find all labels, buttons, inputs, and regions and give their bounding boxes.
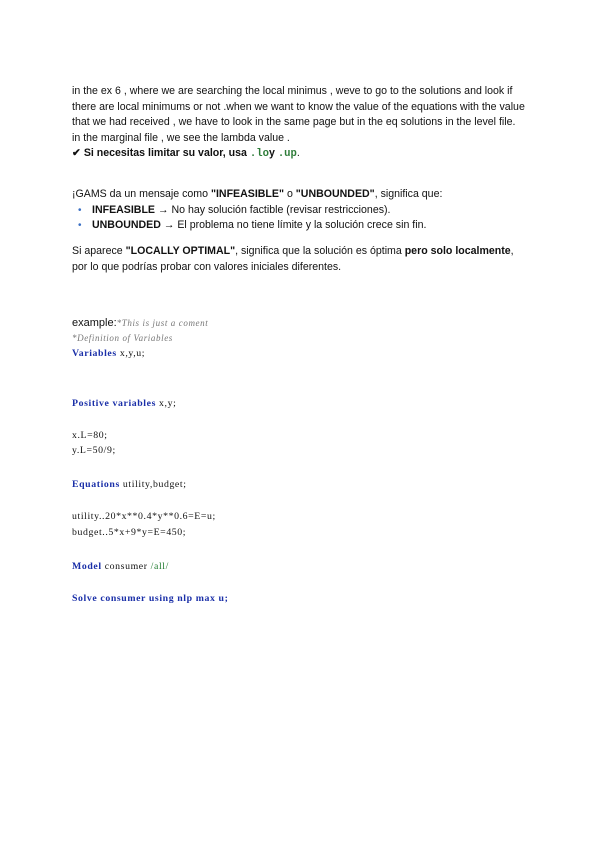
example-label: example: — [72, 317, 117, 329]
note-paragraph-2: in the marginal file , we see the lambda value . — [72, 131, 290, 144]
code-keyword: Equations — [72, 479, 120, 490]
code-keyword: Model — [72, 561, 102, 572]
code-text: x.L=80; — [72, 430, 108, 441]
code-line — [72, 443, 116, 458]
notes-block — [72, 84, 530, 163]
locally-mid: , significa que la solución es óptima — [235, 245, 405, 257]
code-text: y.L=50/9; — [72, 445, 116, 456]
note-paragraph-1: in the ex 6 , where we are searching the local minimus , weve to go to the solutions and look if there are local minimums or not .when we want to know the value of the equations with the value that we had received , we have to look in the same page but in the eq solutions in the level file. — [72, 85, 525, 128]
code-text: utility,budget; — [119, 479, 187, 490]
code-text: utility..20*x**0.4*y**0.6=E=u; — [72, 511, 216, 522]
code-line — [72, 509, 216, 524]
status-description: → El problema no tiene límite y la solución crece sin fin. — [160, 219, 427, 231]
gams-status-list — [72, 203, 530, 234]
list-item — [72, 203, 530, 219]
tip-lo-code: .lo — [249, 148, 269, 160]
status-term: INFEASIBLE — [92, 203, 155, 216]
gams-intro-start: ¡GAMS da un mensaje como — [72, 188, 211, 200]
code-keyword: Solve — [72, 593, 98, 604]
code-line — [72, 346, 145, 361]
locally-optimal-block — [72, 244, 530, 275]
code-line — [72, 591, 228, 606]
code-text: /all/ — [150, 561, 169, 572]
gams-message-block — [72, 187, 530, 234]
code-comment: *This is just a coment — [116, 318, 209, 328]
code-line — [72, 331, 173, 346]
locally-end: , por lo que podrías probar con valores iniciales diferentes. — [72, 245, 514, 273]
code-line — [72, 559, 169, 574]
code-text: consumer — [101, 561, 151, 572]
gams-unbounded-term: "UNBOUNDED" — [295, 188, 375, 200]
code-text: budget..5*x+9*y=E=450; — [72, 527, 187, 538]
code-keyword: Positive variables — [72, 398, 156, 409]
code-line — [72, 525, 186, 540]
code-line — [72, 477, 187, 492]
list-item — [72, 218, 530, 234]
code-example-line-1 — [72, 316, 208, 331]
status-description: → No hay solución factible (revisar restricciones). — [154, 203, 391, 216]
code-line — [72, 396, 176, 411]
gams-or: o — [284, 188, 296, 200]
tip-line — [72, 146, 530, 163]
code-text: x,y; — [156, 398, 177, 409]
gams-intro-end: , significa que: — [374, 188, 443, 200]
gams-infeasible-term: "INFEASIBLE" — [210, 188, 284, 200]
locally-optimal-term: "LOCALLY OPTIMAL" — [125, 245, 236, 257]
gams-intro — [72, 187, 530, 203]
status-term: UNBOUNDED — [92, 219, 161, 231]
locally-start: Si aparece — [72, 245, 126, 257]
tip-up-code: .up — [277, 148, 297, 160]
tip-prefix: ✔ Si necesitas limitar su valor, usa — [72, 147, 247, 159]
bullet-icon: • — [78, 220, 82, 231]
code-keyword: Variables — [72, 348, 117, 359]
locally-optimal-paragraph — [72, 244, 530, 275]
tip-end: . — [296, 147, 300, 159]
tip-y: y — [268, 147, 275, 159]
bullet-icon: • — [78, 204, 82, 216]
locally-emphasis: pero solo localmente — [404, 245, 511, 257]
code-text: consumer using nlp max u; — [97, 593, 229, 604]
code-comment: *Definition of Variables — [72, 333, 173, 343]
code-line — [72, 428, 108, 443]
code-text: x,y,u; — [116, 348, 146, 359]
